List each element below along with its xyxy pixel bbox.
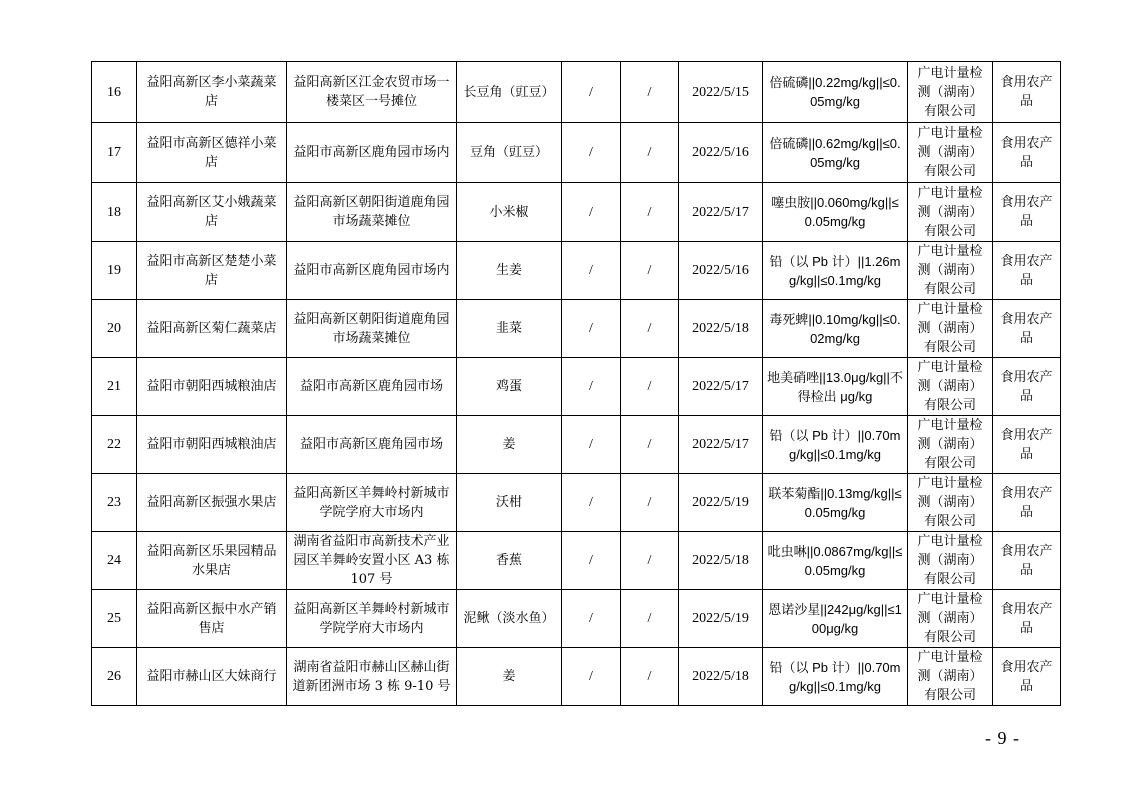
sample-name: 姜 (457, 416, 562, 474)
business-address: 益阳高新区羊舞岭村新城市学院学府大市场内 (287, 474, 457, 532)
food-category: 食用农产品 (993, 183, 1061, 242)
spec: / (621, 62, 679, 123)
table-row (92, 300, 1061, 358)
sampling-date: 2022/5/17 (679, 358, 763, 416)
business-address: 湖南省益阳市赫山区赫山街道新团洲市场 3 栋 9-10 号 (287, 648, 457, 706)
testing-agency: 广电计量检测（湖南）有限公司 (908, 62, 993, 123)
table-row (92, 62, 1061, 123)
sample-name: 泥鳅（淡水鱼） (457, 590, 562, 648)
sample-name: 鸡蛋 (457, 358, 562, 416)
row-number: 22 (92, 416, 137, 474)
sample-name: 生姜 (457, 242, 562, 300)
sampling-date: 2022/5/15 (679, 62, 763, 123)
table-row (92, 474, 1061, 532)
row-number: 23 (92, 474, 137, 532)
brand: / (562, 358, 621, 416)
food-category: 食用农产品 (993, 532, 1061, 590)
sampling-date: 2022/5/19 (679, 590, 763, 648)
spec: / (621, 123, 679, 183)
sample-name: 香蕉 (457, 532, 562, 590)
testing-agency: 广电计量检测（湖南）有限公司 (908, 300, 993, 358)
testing-agency: 广电计量检测（湖南）有限公司 (908, 183, 993, 242)
spec: / (621, 648, 679, 706)
test-result: 铅（以 Pb 计）||0.70mg/kg||≤0.1mg/kg (763, 416, 908, 474)
sample-name: 豆角（豇豆） (457, 123, 562, 183)
sampling-date: 2022/5/18 (679, 300, 763, 358)
table-row (92, 123, 1061, 183)
test-result: 联苯菊酯||0.13mg/kg||≤0.05mg/kg (763, 474, 908, 532)
sample-name: 韭菜 (457, 300, 562, 358)
table-row (92, 648, 1061, 706)
brand: / (562, 123, 621, 183)
business-address: 益阳高新区江金农贸市场一楼菜区一号摊位 (287, 62, 457, 123)
brand: / (562, 62, 621, 123)
test-result: 噻虫胺||0.060mg/kg||≤0.05mg/kg (763, 183, 908, 242)
food-category: 食用农产品 (993, 416, 1061, 474)
table-row (92, 416, 1061, 474)
brand: / (562, 474, 621, 532)
brand: / (562, 183, 621, 242)
testing-agency: 广电计量检测（湖南）有限公司 (908, 242, 993, 300)
testing-agency: 广电计量检测（湖南）有限公司 (908, 416, 993, 474)
sample-name: 长豆角（豇豆） (457, 62, 562, 123)
row-number: 24 (92, 532, 137, 590)
test-result: 恩诺沙星||242μg/kg||≤100μg/kg (763, 590, 908, 648)
table-body (92, 62, 1061, 706)
spec: / (621, 358, 679, 416)
business-address: 益阳市高新区鹿角园市场内 (287, 123, 457, 183)
testing-agency: 广电计量检测（湖南）有限公司 (908, 474, 993, 532)
spec: / (621, 590, 679, 648)
testing-agency: 广电计量检测（湖南）有限公司 (908, 123, 993, 183)
testing-agency: 广电计量检测（湖南）有限公司 (908, 532, 993, 590)
food-category: 食用农产品 (993, 123, 1061, 183)
sampling-date: 2022/5/17 (679, 416, 763, 474)
business-name: 益阳高新区振强水果店 (137, 474, 287, 532)
row-number: 26 (92, 648, 137, 706)
row-number: 16 (92, 62, 137, 123)
business-name: 益阳高新区李小菜蔬菜店 (137, 62, 287, 123)
food-category: 食用农产品 (993, 62, 1061, 123)
business-name: 益阳高新区乐果园精品水果店 (137, 532, 287, 590)
sample-name: 小米椒 (457, 183, 562, 242)
testing-agency: 广电计量检测（湖南）有限公司 (908, 590, 993, 648)
row-number: 17 (92, 123, 137, 183)
sampling-date: 2022/5/16 (679, 123, 763, 183)
sampling-date: 2022/5/16 (679, 242, 763, 300)
test-result: 地美硝唑||13.0μg/kg||不得检出 μg/kg (763, 358, 908, 416)
food-category: 食用农产品 (993, 358, 1061, 416)
row-number: 19 (92, 242, 137, 300)
business-name: 益阳高新区艾小娥蔬菜店 (137, 183, 287, 242)
business-name: 益阳市朝阳西城粮油店 (137, 416, 287, 474)
business-address: 益阳市高新区鹿角园市场 (287, 358, 457, 416)
spec: / (621, 532, 679, 590)
business-address: 湖南省益阳市高新技术产业园区羊舞岭安置小区 A3 栋 107 号 (287, 532, 457, 590)
spec: / (621, 416, 679, 474)
food-category: 食用农产品 (993, 474, 1061, 532)
row-number: 18 (92, 183, 137, 242)
business-address: 益阳市高新区鹿角园市场 (287, 416, 457, 474)
spec: / (621, 300, 679, 358)
food-category: 食用农产品 (993, 648, 1061, 706)
test-result: 铅（以 Pb 计）||0.70mg/kg||≤0.1mg/kg (763, 648, 908, 706)
business-address: 益阳市高新区鹿角园市场内 (287, 242, 457, 300)
brand: / (562, 300, 621, 358)
food-category: 食用农产品 (993, 242, 1061, 300)
brand: / (562, 242, 621, 300)
sample-name: 姜 (457, 648, 562, 706)
brand: / (562, 532, 621, 590)
page-number: - 9 - (985, 728, 1020, 748)
table-row (92, 358, 1061, 416)
business-name: 益阳高新区菊仁蔬菜店 (137, 300, 287, 358)
table-row (92, 532, 1061, 590)
business-address: 益阳高新区羊舞岭村新城市学院学府大市场内 (287, 590, 457, 648)
business-name: 益阳市高新区德祥小菜店 (137, 123, 287, 183)
sampling-date: 2022/5/18 (679, 648, 763, 706)
spec: / (621, 183, 679, 242)
test-result: 倍硫磷||0.62mg/kg||≤0.05mg/kg (763, 123, 908, 183)
testing-agency: 广电计量检测（湖南）有限公司 (908, 358, 993, 416)
table-row (92, 590, 1061, 648)
food-category: 食用农产品 (993, 590, 1061, 648)
sampling-date: 2022/5/19 (679, 474, 763, 532)
table-row (92, 183, 1061, 242)
table-row (92, 242, 1061, 300)
spec: / (621, 474, 679, 532)
brand: / (562, 590, 621, 648)
test-result: 铅（以 Pb 计）||1.26mg/kg||≤0.1mg/kg (763, 242, 908, 300)
testing-agency: 广电计量检测（湖南）有限公司 (908, 648, 993, 706)
brand: / (562, 416, 621, 474)
test-result: 毒死蜱||0.10mg/kg||≤0.02mg/kg (763, 300, 908, 358)
row-number: 21 (92, 358, 137, 416)
business-name: 益阳市赫山区大妹商行 (137, 648, 287, 706)
spec: / (621, 242, 679, 300)
test-result: 吡虫啉||0.0867mg/kg||≤0.05mg/kg (763, 532, 908, 590)
sample-name: 沃柑 (457, 474, 562, 532)
food-category: 食用农产品 (993, 300, 1061, 358)
test-result: 倍硫磷||0.22mg/kg||≤0.05mg/kg (763, 62, 908, 123)
business-name: 益阳市高新区楚楚小菜店 (137, 242, 287, 300)
row-number: 20 (92, 300, 137, 358)
business-address: 益阳高新区朝阳街道鹿角园市场蔬菜摊位 (287, 183, 457, 242)
inspection-results-table (91, 61, 1061, 706)
business-name: 益阳市朝阳西城粮油店 (137, 358, 287, 416)
row-number: 25 (92, 590, 137, 648)
business-address: 益阳高新区朝阳街道鹿角园市场蔬菜摊位 (287, 300, 457, 358)
business-name: 益阳高新区振中水产销售店 (137, 590, 287, 648)
brand: / (562, 648, 621, 706)
sampling-date: 2022/5/18 (679, 532, 763, 590)
sampling-date: 2022/5/17 (679, 183, 763, 242)
